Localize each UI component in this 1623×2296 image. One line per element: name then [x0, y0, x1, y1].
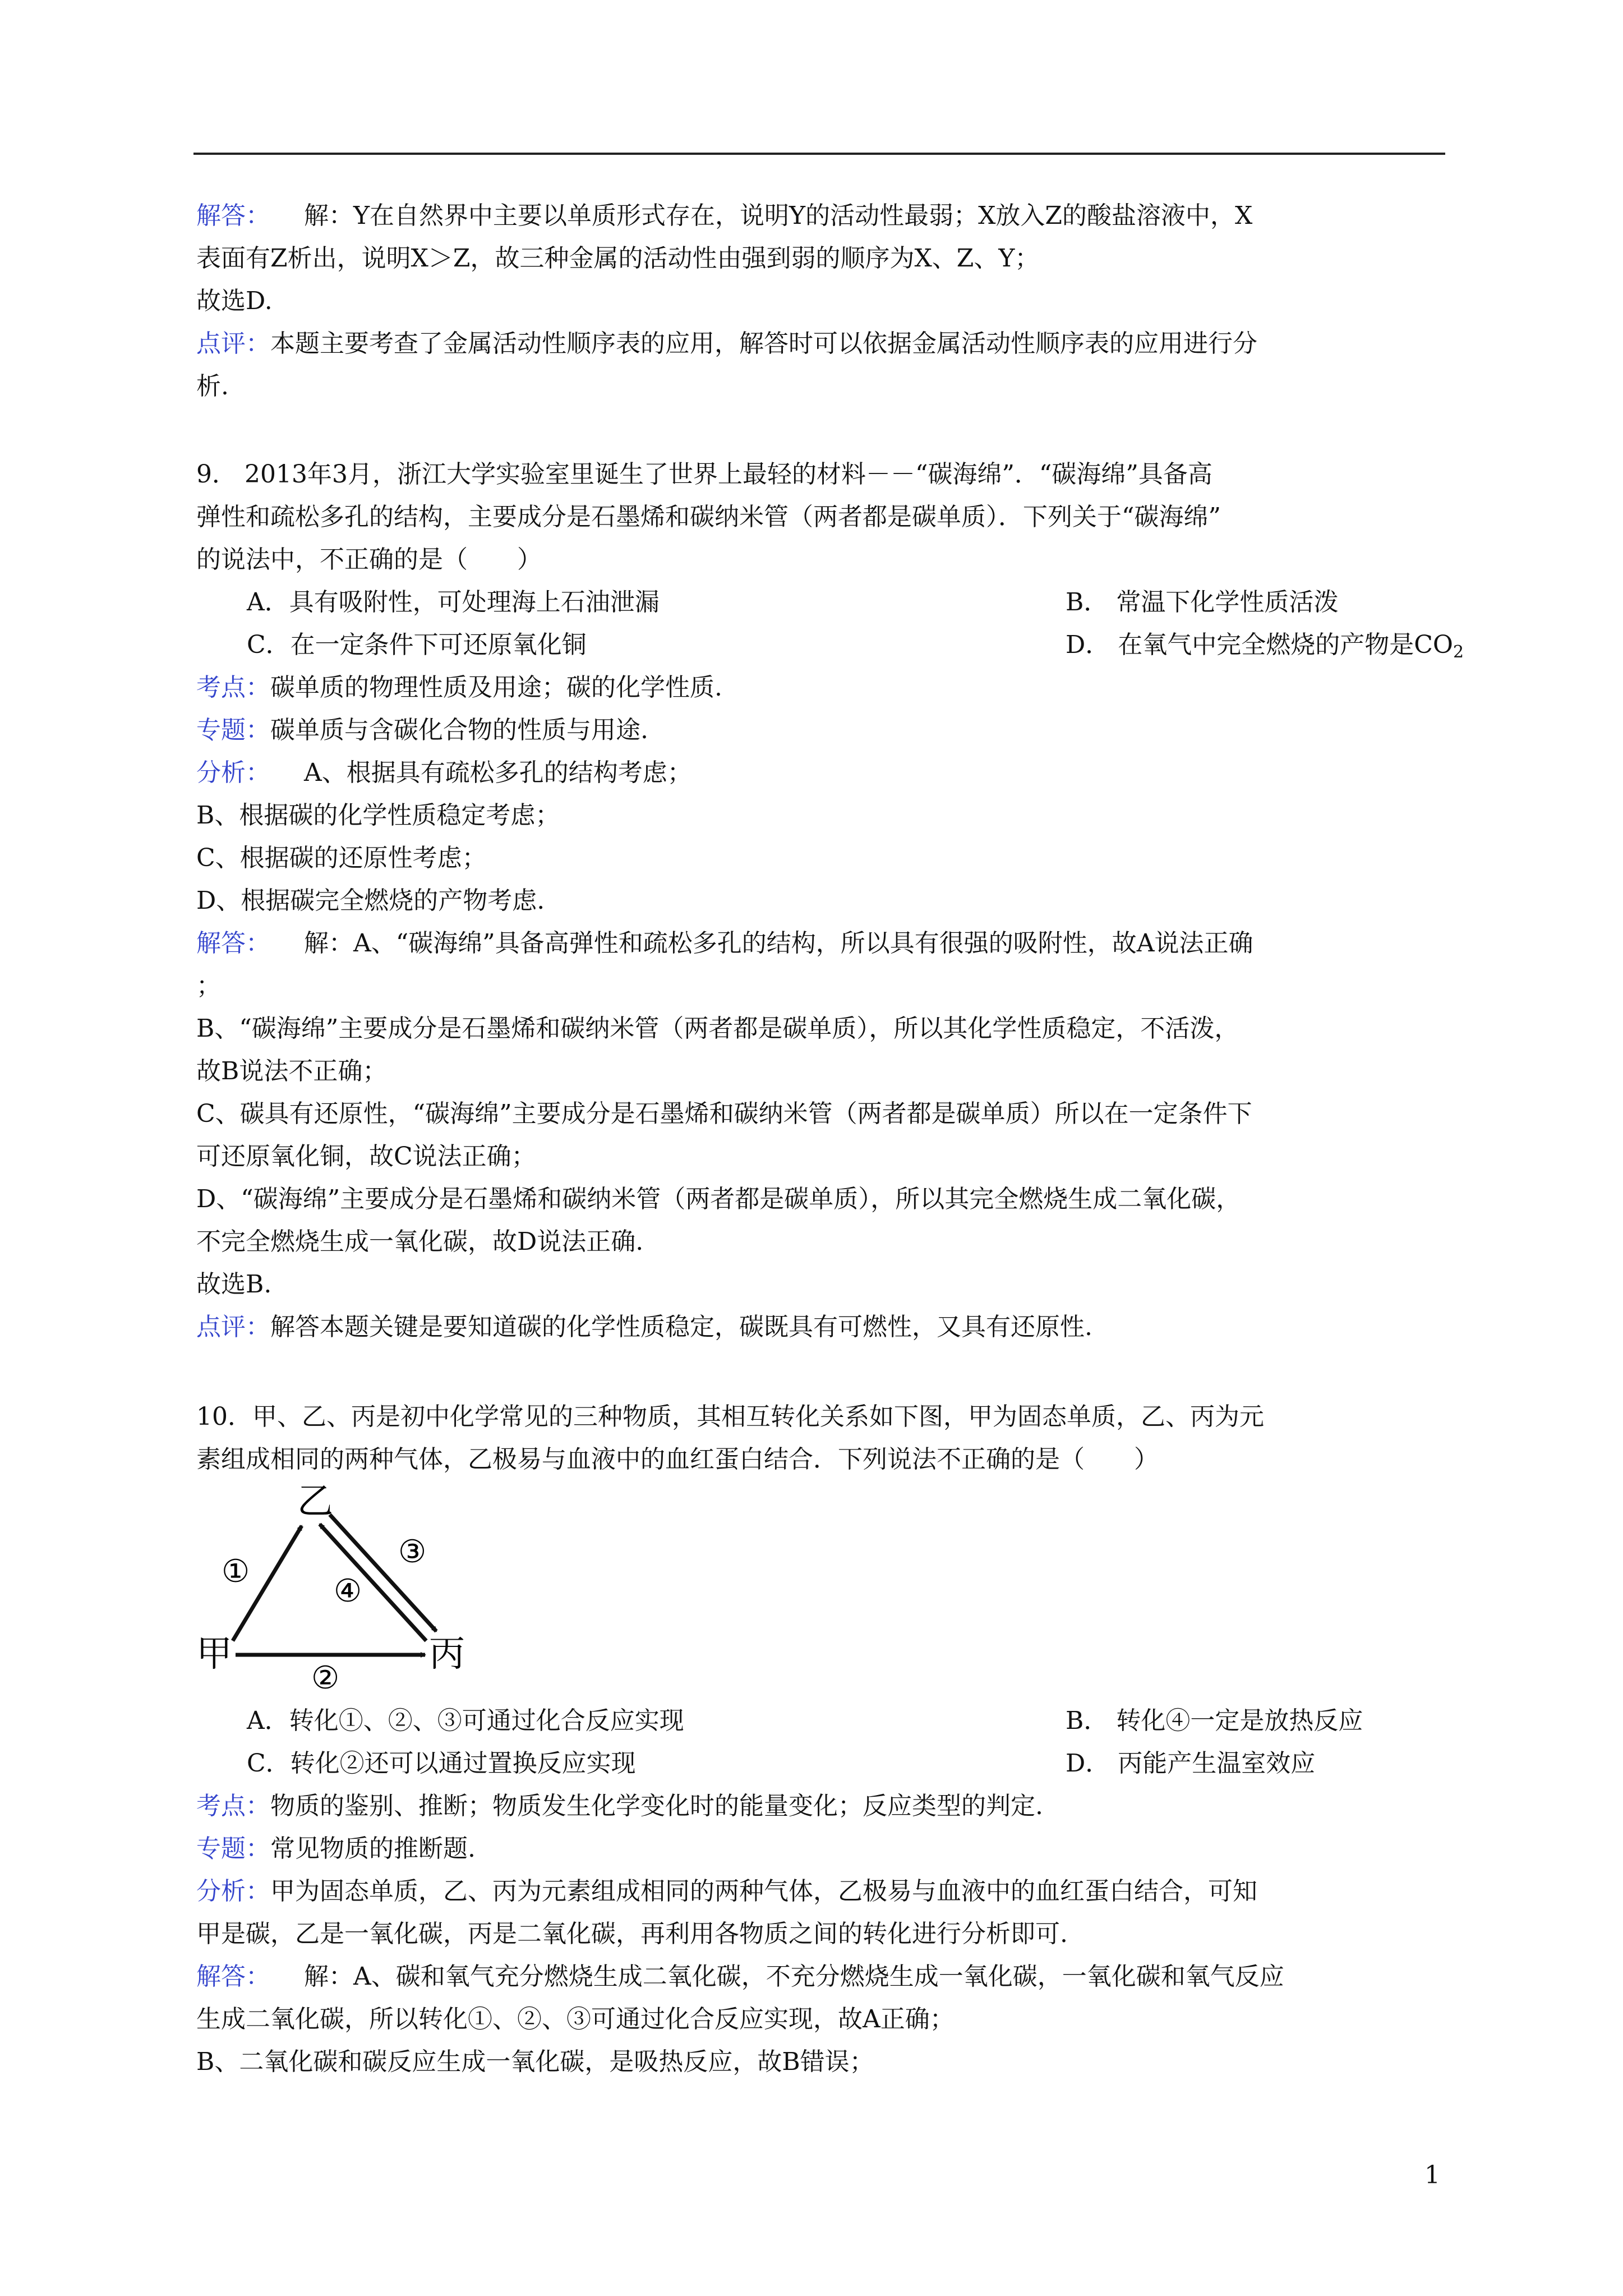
q10-jieda-line-2: 生成二氧化碳，所以转化①、②、③可通过化合反应实现，故A正确； [196, 2005, 955, 2033]
label-arrow-2: ② [311, 1660, 340, 1694]
answer-text: 解：Y在自然界中主要以单质形式存在，说明Y的活动性最弱；X放入Z的酸盐溶液中，X [304, 201, 1253, 230]
subscript: 2 [1453, 642, 1464, 662]
node-yi: 乙 [297, 1481, 333, 1522]
q9-options-row-2 [247, 628, 1464, 662]
page-number: 1 [1424, 2161, 1440, 2189]
conversion-diagram [191, 1481, 505, 1694]
answer-label: 解答： [196, 201, 270, 230]
q10-options-row-1 [247, 1704, 1363, 1738]
q9-jieda-line-9: 故选B. [196, 1270, 272, 1299]
header-rule [193, 153, 1445, 155]
q9-option-b: B． 常温下化学性质活泼 [1066, 588, 1339, 616]
q10-option-d: D． 丙能产生温室效应 [1066, 1749, 1316, 1778]
kaodian-label: 考点： [196, 1792, 270, 1820]
q10-option-c: C．转化②还可以通过置换反应实现 [247, 1749, 636, 1778]
q10-stem-line-2: 素组成相同的两种气体，乙极易与血液中的血红蛋白结合．下列说法不正确的是（ ） [196, 1445, 1159, 1474]
q9-option-a: A．具有吸附性，可处理海上石油泄漏 [247, 588, 660, 616]
zhuanti-label: 专题： [196, 1834, 270, 1863]
fenxi-label: 分析： [196, 1877, 270, 1906]
q9-options-row-1 [247, 586, 1339, 619]
q9-kaodian: 考点：碳单质的物理性质及用途；碳的化学性质. [196, 673, 722, 702]
q10-fenxi-line-1: 分析：甲为固态单质，乙、丙为元素组成相同的两种气体，乙极易与血液中的血红蛋白结合，可知 [196, 1877, 1257, 1906]
jieda-label: 解答： [196, 1962, 270, 1991]
q10-option-b: B． 转化④一定是放热反应 [1066, 1706, 1363, 1735]
node-jia: 甲 [196, 1634, 232, 1675]
q10-stem-line-1: 10．甲、乙、丙是初中化学常见的三种物质，其相互转化关系如下图，甲为固态单质，乙、丙为元 [196, 1402, 1264, 1431]
node-bing: 丙 [429, 1634, 465, 1675]
q10-options-row-2 [247, 1747, 1316, 1780]
q9-fenxi-line-3: C、根据碳的还原性考虑； [196, 844, 487, 872]
kaodian-label: 考点： [196, 673, 270, 702]
q9-jieda-line-4: 故B说法不正确； [196, 1057, 388, 1085]
label-arrow-1: ① [222, 1553, 250, 1590]
q9-jieda-line-1: 解答： 解：A、“碳海绵”具备高弹性和疏松多孔的结构，所以具有很强的吸附性，故A说法正确 [196, 929, 1253, 958]
zhuanti-label: 专题： [196, 716, 270, 744]
comment-label: 点评： [196, 329, 270, 358]
q10-jieda-line-3: B、二氧化碳和碳反应生成一氧化碳，是吸热反应，故B错误； [196, 2047, 874, 2076]
q9-jieda-line-8: 不完全燃烧生成一氧化碳，故D说法正确. [196, 1227, 644, 1256]
fenxi-label: 分析： [196, 758, 270, 787]
q9-zhuanti: 专题：碳单质与含碳化合物的性质与用途. [196, 716, 648, 744]
q8-answer-line-2: 表面有Z析出，说明X＞Z，故三种金属的活动性由强到弱的顺序为X、Z、Y； [196, 244, 1040, 273]
q9-jieda-line-6: 可还原氧化铜，故C说法正确； [196, 1142, 536, 1171]
jieda-label: 解答： [196, 929, 270, 958]
q8-answer-line-1 [196, 199, 1252, 233]
label-arrow-4: ④ [334, 1573, 362, 1609]
comment-text: 本题主要考查了金属活动性顺序表的应用，解答时可以依据金属活动性顺序表的应用进行分 [270, 329, 1257, 358]
q8-answer-line-3: 故选D. [196, 287, 273, 315]
q8-comment-line-1 [196, 327, 1257, 361]
q9-option-c: C．在一定条件下可还原氧化铜 [247, 631, 587, 659]
q9-stem-line-3: 的说法中，不正确的是（ ） [196, 545, 542, 574]
q9-fenxi-line-4: D、根据碳完全燃烧的产物考虑. [196, 886, 545, 915]
q10-jieda-line-1: 解答： 解：A、碳和氧气充分燃烧生成二氧化碳，不充分燃烧生成一氧化碳，一氧化碳和氧气反应 [196, 1962, 1284, 1991]
q9-jieda-line-5: C、碳具有还原性，“碳海绵”主要成分是石墨烯和碳纳米管（两者都是碳单质）所以在一定条件下 [196, 1099, 1252, 1128]
q10-option-a: A．转化①、②、③可通过化合反应实现 [247, 1706, 684, 1735]
q9-fenxi-line-1: 分析： A、根据具有疏松多孔的结构考虑； [196, 758, 692, 787]
q8-comment-line-2: 析. [196, 372, 229, 401]
q9-jieda-line-2: ； [196, 972, 221, 1000]
label-arrow-3: ③ [398, 1534, 427, 1570]
q9-stem-line-1: 9． 2013年3月，浙江大学实验室里诞生了世界上最轻的材料－－“碳海绵”．“碳海绵”具备高 [196, 460, 1212, 489]
dianping-label: 点评： [196, 1313, 270, 1341]
q9-fenxi-line-2: B、根据碳的化学性质稳定考虑； [196, 801, 560, 830]
q10-zhuanti: 专题：常见物质的推断题. [196, 1834, 476, 1863]
q10-kaodian: 考点：物质的鉴别、推断；物质发生化学变化时的能量变化；反应类型的判定. [196, 1792, 1043, 1820]
q9-jieda-line-3: B、“碳海绵”主要成分是石墨烯和碳纳米管（两者都是碳单质），所以其化学性质稳定，不活泼， [196, 1014, 1239, 1043]
q9-stem-line-2: 弹性和疏松多孔的结构，主要成分是石墨烯和碳纳米管（两者都是碳单质）．下列关于“碳海绵” [196, 503, 1221, 531]
q9-option-d: D． 在氧气中完全燃烧的产物是$CO_2$ [1066, 631, 1464, 662]
q9-jieda-line-7: D、“碳海绵”主要成分是石墨烯和碳纳米管（两者都是碳单质），所以其完全燃烧生成二氧化碳， [196, 1185, 1241, 1213]
q9-dianping: 点评：解答本题关键是要知道碳的化学性质稳定，碳既具有可燃性，又具有还原性. [196, 1313, 1092, 1341]
q10-fenxi-line-2: 甲是碳，乙是一氧化碳，丙是二氧化碳，再利用各物质之间的转化进行分析即可. [196, 1920, 1068, 1948]
